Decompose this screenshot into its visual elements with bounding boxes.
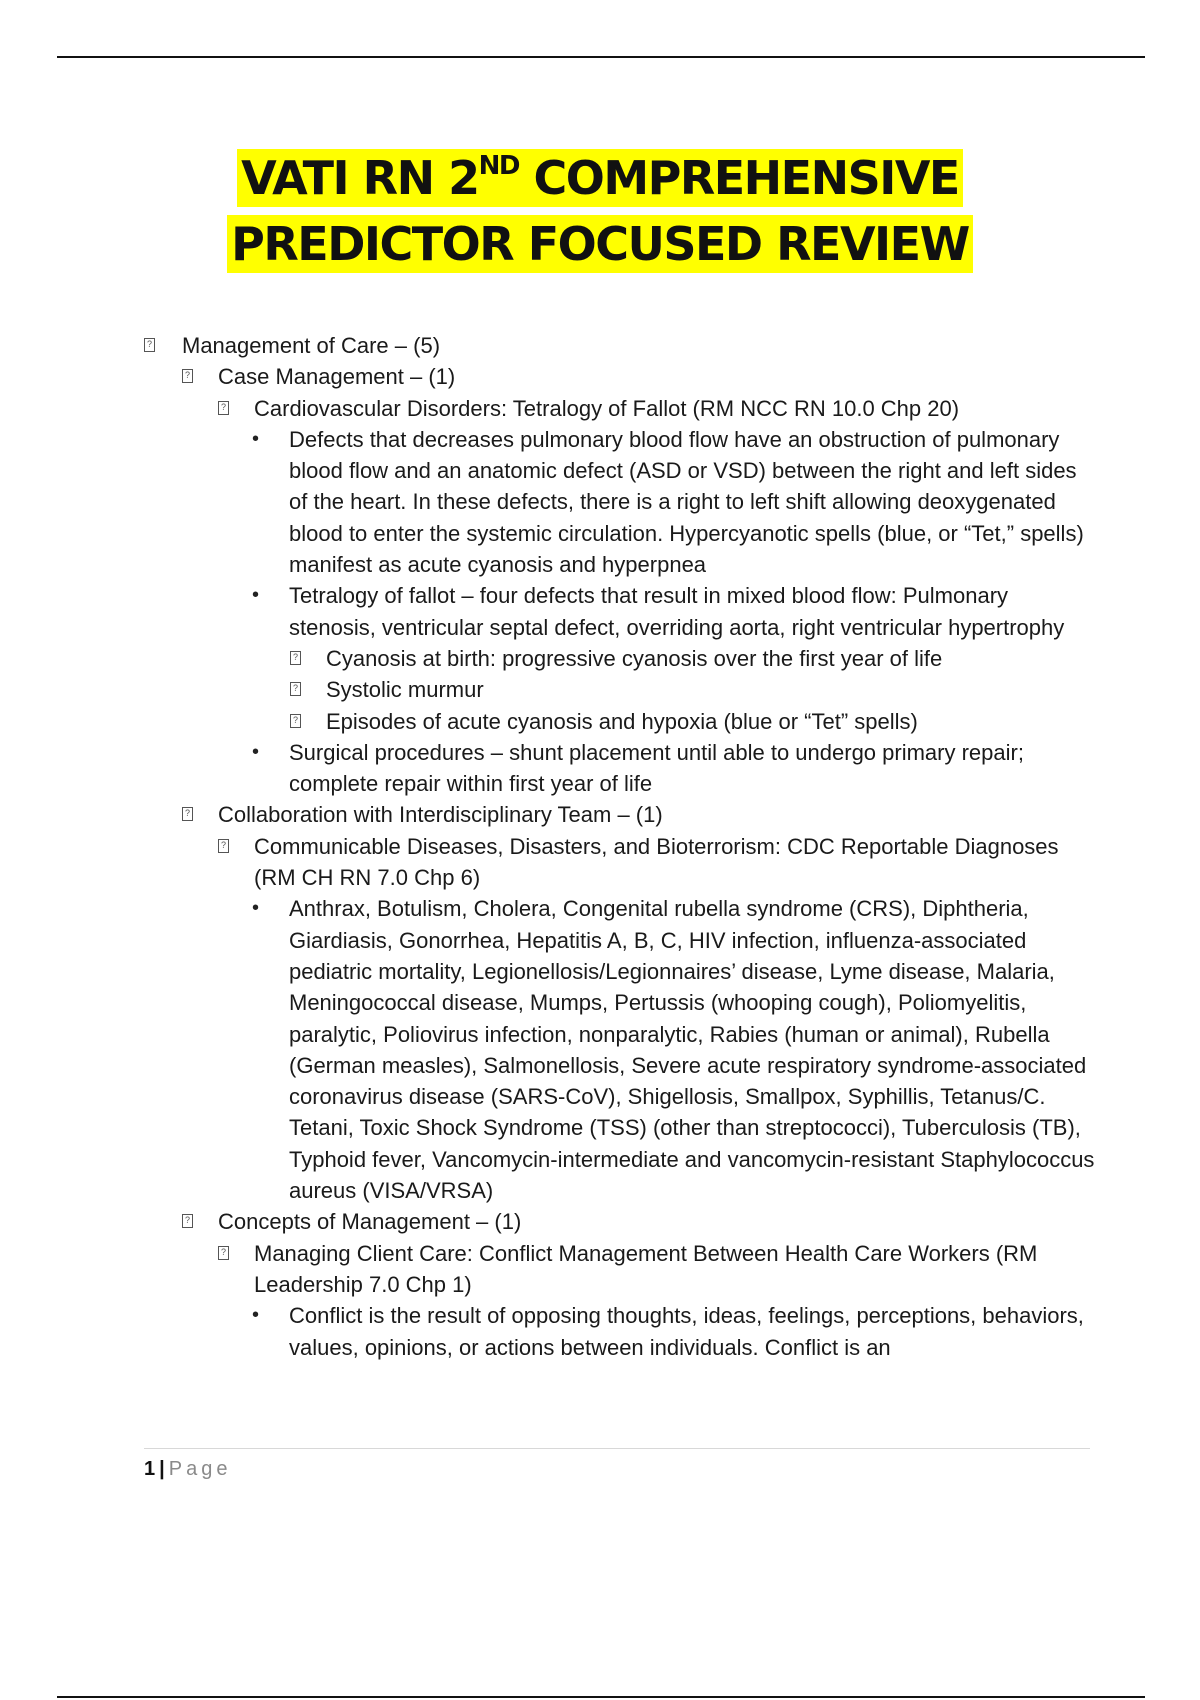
- top-rule: [57, 56, 1145, 58]
- item-text: Episodes of acute cyanosis and hypoxia (blue or “Tet” spells): [326, 708, 918, 734]
- bullet-item: [0, 737, 1200, 800]
- bullet-icon: •: [252, 740, 260, 763]
- item-text: Concepts of Management – (1): [218, 1209, 522, 1235]
- item-text: Anthrax, Botulism, Cholera, Congenital rubella syndrome (CRS), Diphtheria, Giardiasis, Gonorrhea, Hepatitis A, B, C, HIV infection, influenza-associated pediatric mortality, Legionellosis/Legionnaires’ disease, Lyme disease, Malaria, Meningococcal disease, Mumps, Pertussis (whooping cough), Poliomyelitis, paralytic, Poliovirus infection, nonparalytic, Rabies (human or animal), Rubella (German measles), Salmonellosis, Severe acute respiratory syndrome-associated coronavirus disease (SARS-CoV), Shigellosis, Smallpox, Syphillis, Tetanus/C.: [289, 896, 1087, 1110]
- missing-glyph-icon: ?: [182, 807, 193, 821]
- sub-item: [0, 706, 1200, 737]
- outline-item-cardiovascular: [0, 393, 1200, 424]
- sub-item: [0, 674, 1200, 705]
- missing-glyph-icon: ?: [218, 401, 229, 415]
- bullet-icon: •: [252, 584, 260, 607]
- item-text: Managing Client Care: Conflict Management Between Health Care Workers (RM Leadership 7.0 Chp 1): [254, 1240, 1038, 1297]
- bullet-item: [0, 893, 1200, 1112]
- bullet-icon: •: [252, 1304, 260, 1327]
- page-footer: [144, 1455, 231, 1483]
- item-text: Communicable Diseases, Disasters, and Bioterrorism: CDC Reportable Diagnoses (RM CH RN 7.0 Chp 6): [254, 833, 1059, 891]
- missing-glyph-icon: ?: [144, 338, 155, 352]
- item-text: Tetani, Toxic Shock Syndrome (TSS) (other than streptococci), Tuberculosis (TB), Typhoid fever, Vancomycin-intermediate and vancomycin-resistant Staphylococcus aureus (VISA/VRSA): [289, 1115, 1095, 1204]
- outline-item-case-management: [0, 361, 1200, 392]
- missing-glyph-icon: ?: [182, 1214, 193, 1228]
- title-highlight-2: PREDICTOR FOCUSED REVIEW: [227, 215, 973, 273]
- outline-item-communicable-diseases: [0, 831, 1200, 894]
- item-text: Management of Care – (5): [182, 333, 441, 358]
- sub-item: [0, 643, 1200, 674]
- page-number: 1: [144, 1458, 156, 1480]
- item-text: Conflict is the result of opposing thoughts, ideas, feelings, perceptions, behaviors, values, opinions, or actions between individuals. Conflict is an: [289, 1303, 1084, 1360]
- title-line-1: [0, 145, 1200, 211]
- bullet-icon: •: [252, 427, 260, 450]
- title-line-1-end: COMPREHENSIVE: [518, 151, 959, 205]
- item-text: Defects that decreases pulmonary blood flow have an obstruction of pulmonary blood flow and an anatomic defect (ASD or VSD) between the right and left sides of the heart. In these defects, there is a right to left shift allowing deoxygenated blood to enter the systemic circulation. Hypercyanotic spells (blue, or “Tet,” spells) manifest as acute cyanosis and hyperpnea: [289, 426, 1084, 578]
- page-label: Page: [168, 1458, 232, 1480]
- bullet-item: [0, 424, 1200, 580]
- item-text: Collaboration with Interdisciplinary Team – (1): [218, 802, 663, 828]
- outline: [0, 330, 1200, 1363]
- title-highlight-1: [237, 149, 963, 207]
- outline-item-management-of-care: [0, 330, 1200, 361]
- bottom-rule: [57, 1696, 1145, 1698]
- title-superscript: ND: [478, 151, 519, 181]
- item-text: Cyanosis at birth: progressive cyanosis over the first year of life: [326, 645, 943, 671]
- bullet-icon: •: [252, 897, 260, 920]
- title-line-2: [0, 211, 1200, 277]
- missing-glyph-icon: ?: [218, 1246, 229, 1260]
- item-text: Systolic murmur: [326, 677, 484, 703]
- title-line-1-start: VATI RN 2: [241, 151, 479, 205]
- missing-glyph-icon: ?: [218, 839, 229, 853]
- bullet-item: [0, 580, 1200, 643]
- missing-glyph-icon: ?: [290, 714, 301, 728]
- outline-item-managing-client-care: [0, 1238, 1200, 1301]
- footer-divider: [144, 1448, 1090, 1449]
- missing-glyph-icon: ?: [290, 651, 301, 665]
- outline-item-collaboration: [0, 799, 1200, 830]
- outline-item-concepts-of-management: [0, 1206, 1200, 1237]
- item-text: Surgical procedures – shunt placement until able to undergo primary repair; complete repair within first year of life: [289, 739, 1024, 797]
- missing-glyph-icon: ?: [290, 682, 301, 696]
- bullet-item: [0, 1300, 1200, 1363]
- document-title: [0, 145, 1200, 277]
- footer-separator: |: [159, 1458, 165, 1480]
- item-text: Tetralogy of fallot – four defects that result in mixed blood flow: Pulmonary stenosis, ventricular septal defect, overriding aorta, right ventricular hypertrophy: [289, 583, 1065, 640]
- bullet-continuation: [0, 1112, 1200, 1206]
- item-text: Cardiovascular Disorders: Tetralogy of Fallot (RM NCC RN 10.0 Chp 20): [254, 395, 960, 421]
- missing-glyph-icon: ?: [182, 369, 193, 383]
- item-text: Case Management – (1): [218, 364, 456, 390]
